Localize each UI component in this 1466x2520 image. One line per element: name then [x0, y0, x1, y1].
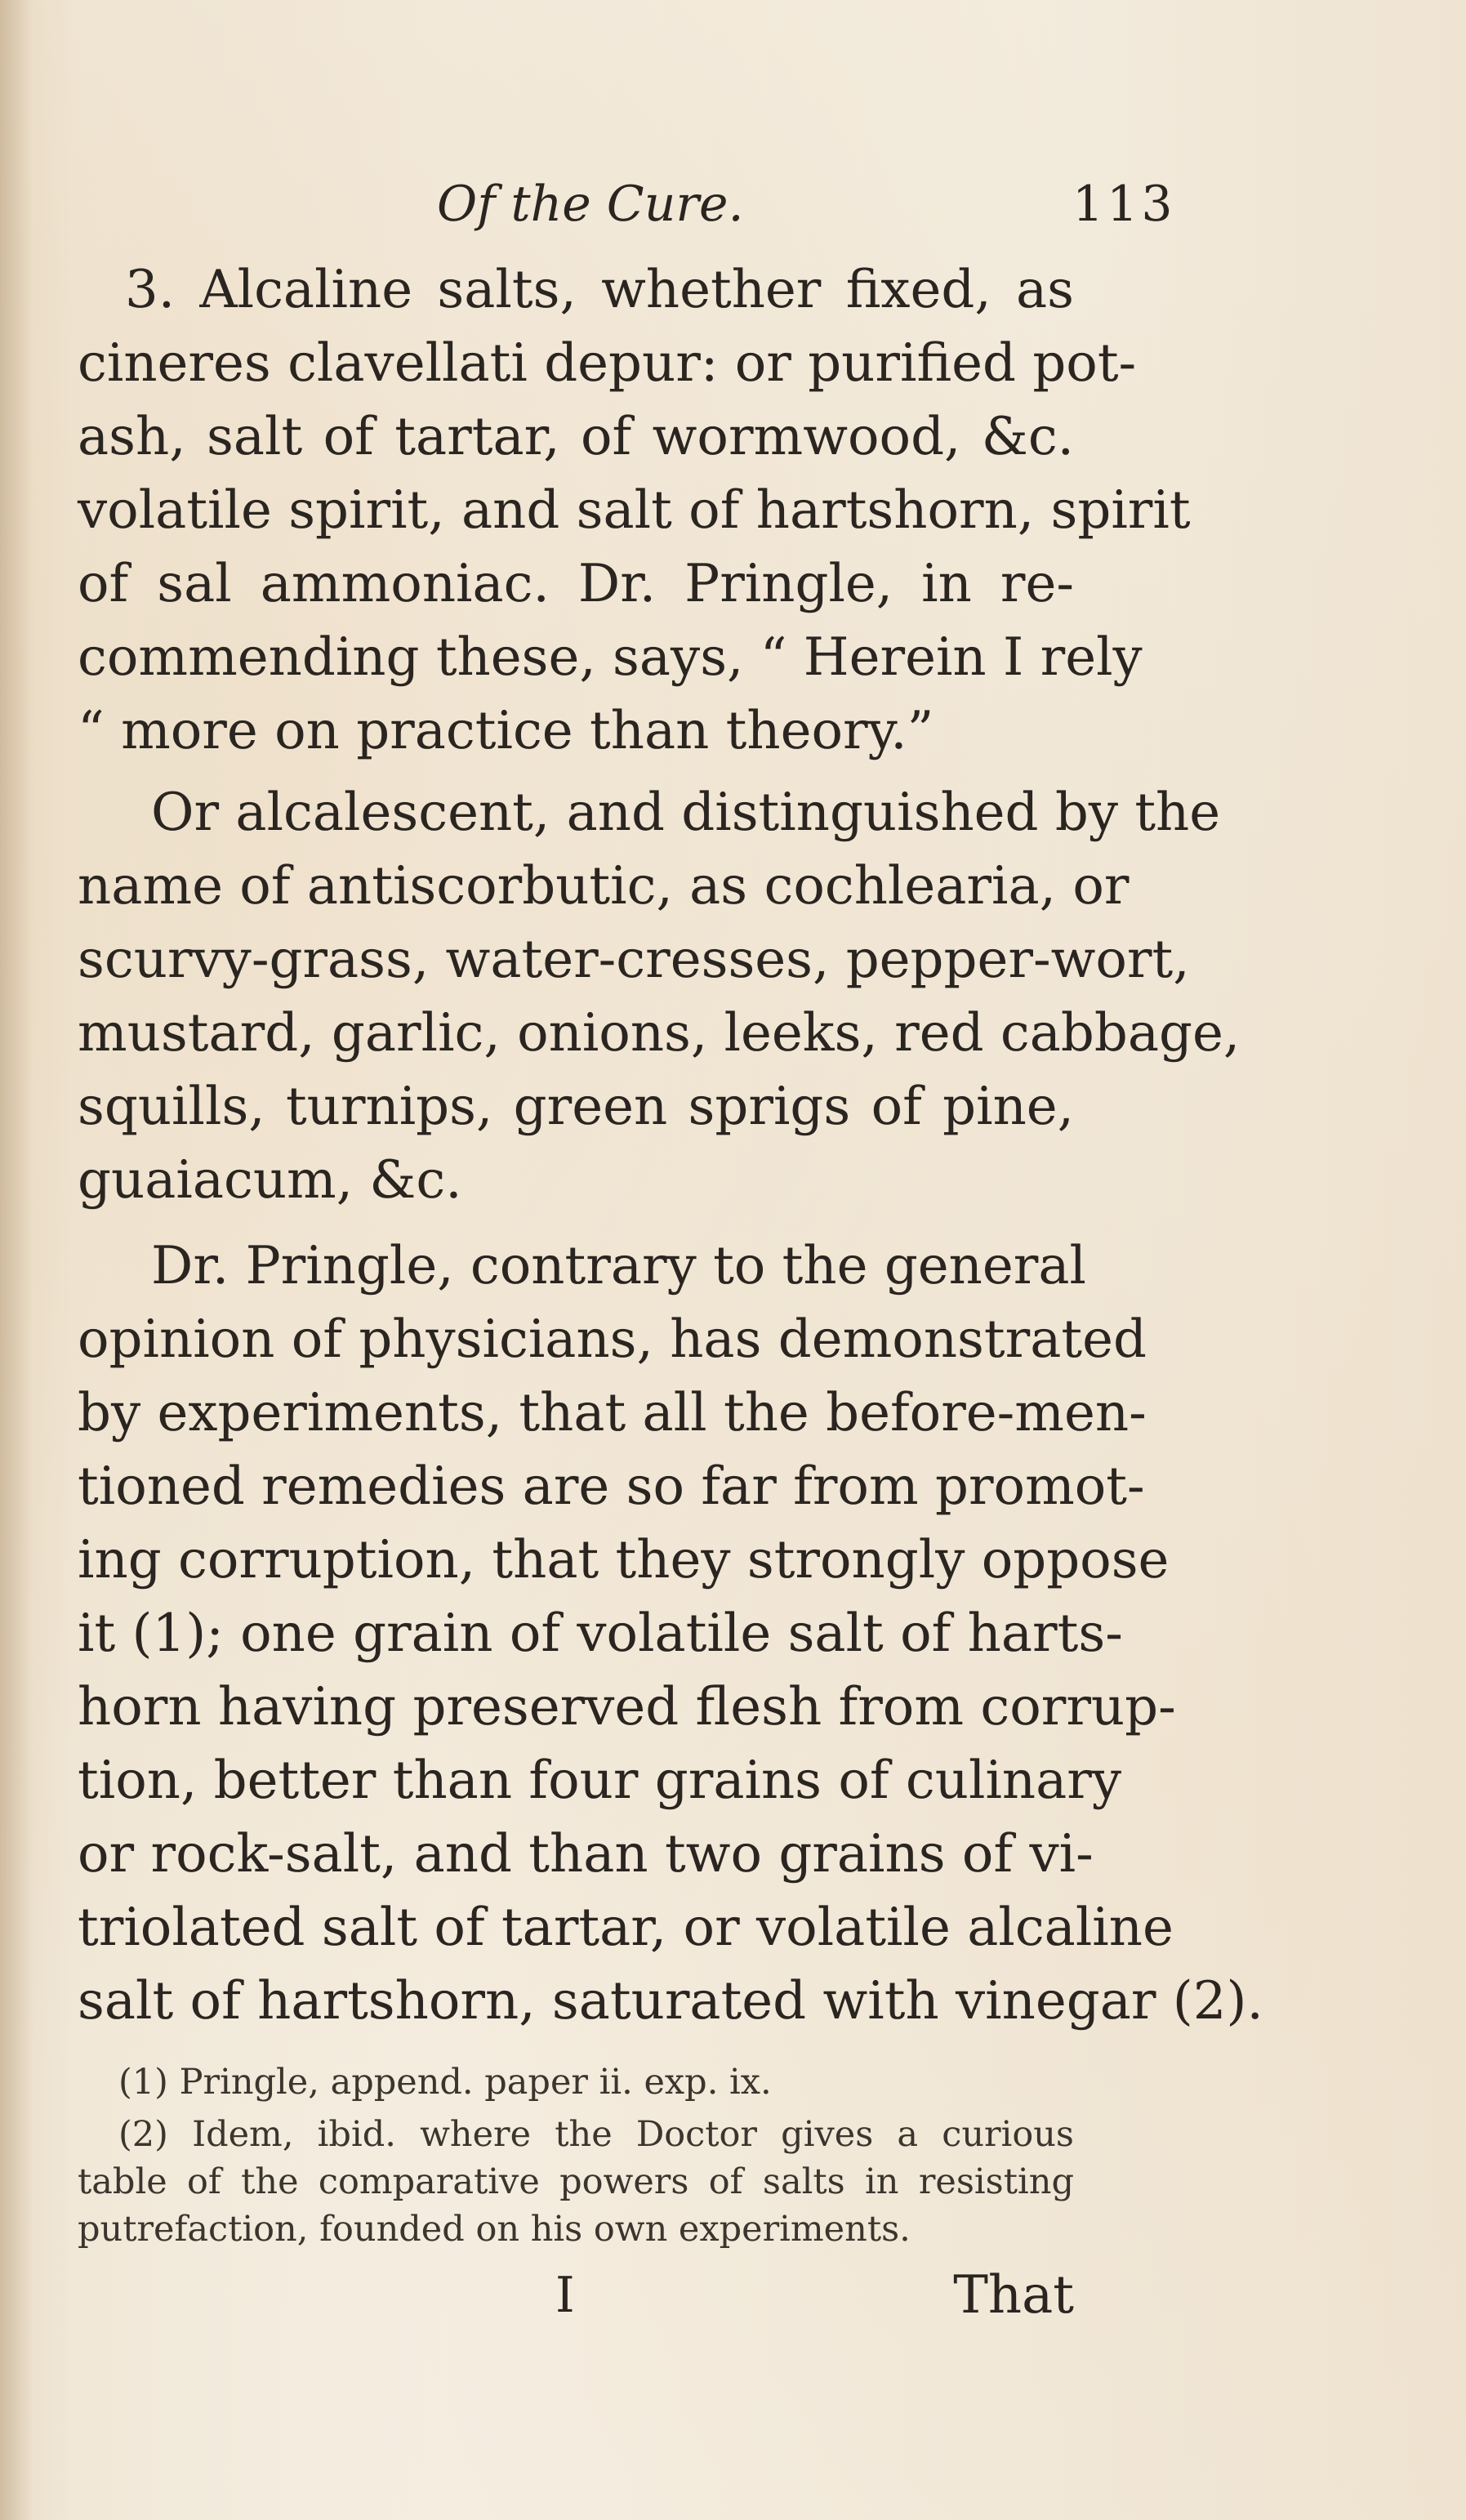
body-line: squills, turnips, green sprigs of pine,: [78, 1077, 1074, 1137]
body-line: name of antiscorbutic, as cochlearia, or: [78, 856, 1130, 917]
gutter-shadow: [0, 0, 33, 2520]
body-line: mustard, garlic, onions, leeks, red cabbage,: [78, 1003, 1241, 1064]
body-line: Dr. Pringle, contrary to the general: [151, 1236, 1086, 1296]
footnote-1: (1) Pringle, append. paper ii. exp. ix.: [118, 2062, 772, 2103]
body-line: 3. Alcaline salts, whether fixed, as: [125, 260, 1074, 320]
body-line: or rock-salt, and than two grains of vi-: [78, 1824, 1094, 1884]
body-line: cineres clavellati depur: or purified pot-: [78, 333, 1137, 394]
running-title: Of the Cure.: [437, 176, 744, 233]
body-line: Or alcalescent, and distinguished by the: [151, 783, 1221, 843]
body-line: of sal ammoniac. Dr. Pringle, in re-: [78, 554, 1074, 614]
body-line: triolated salt of tartar, or volatile alcaline: [78, 1898, 1174, 1958]
footnote-2-line: (2) Idem, ibid. where the Doctor gives a curious: [118, 2114, 1074, 2155]
body-line: guaiacum, &c.: [78, 1150, 462, 1211]
body-line: ash, salt of tartar, of wormwood, &c.: [78, 407, 1074, 467]
body-line: tion, better than four grains of culinary: [78, 1751, 1122, 1811]
body-line: volatile spirit, and salt of hartshorn, spirit: [78, 480, 1191, 541]
body-line: scurvy-grass, water-cresses, pepper-wort,: [78, 930, 1190, 990]
signature-mark: I: [555, 2267, 575, 2324]
page-footer: [78, 2259, 1074, 2332]
body-line: by experiments, that all the before-men-: [78, 1383, 1147, 1443]
body-line: opinion of physicians, has demonstrated: [78, 1309, 1147, 1370]
page-number: 113: [1072, 176, 1176, 233]
body-line: commending these, says, “ Herein I rely: [78, 627, 1143, 688]
body-line: it (1); one grain of volatile salt of harts-: [78, 1603, 1123, 1664]
footnote-2-line: table of the comparative powers of salts in resisting: [78, 2161, 1074, 2202]
body-line: horn having preserved flesh from corrup-: [78, 1677, 1176, 1737]
body-line: ing corruption, that they strongly oppose: [78, 1530, 1170, 1590]
body-line: salt of hartshorn, saturated with vinegar (2).: [78, 1971, 1263, 2032]
catchword: That: [953, 2265, 1074, 2326]
footnote-2-line: putrefaction, founded on his own experiments.: [78, 2209, 911, 2250]
body-line: “ more on practice than theory.”: [78, 701, 934, 761]
body-line: tioned remedies are so far from promot-: [78, 1456, 1145, 1517]
